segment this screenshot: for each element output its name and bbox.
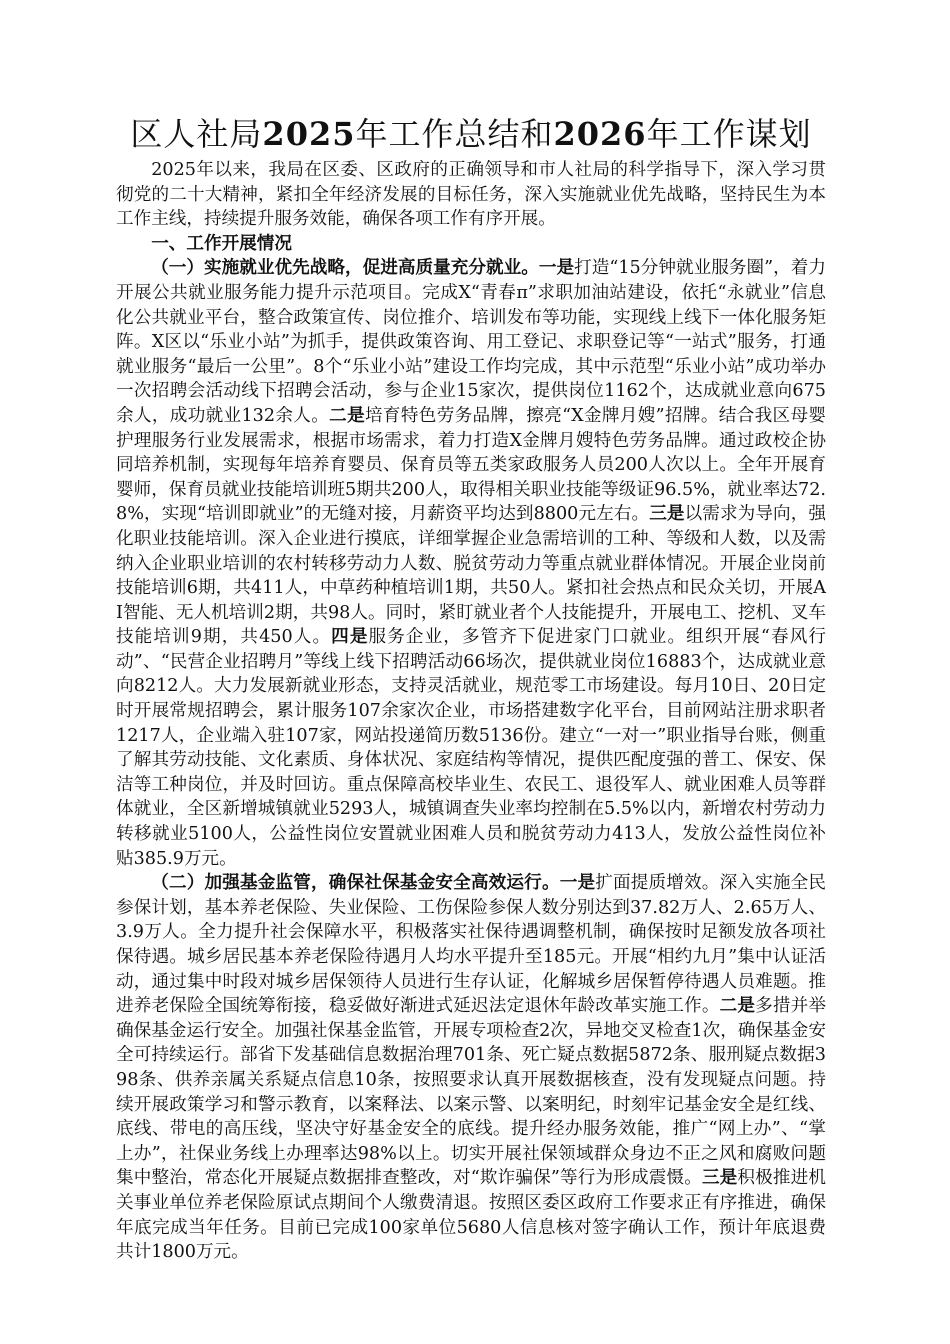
employment-marker-2: 二是 <box>329 404 365 426</box>
title-part-3: 年工作谋划 <box>646 115 812 153</box>
title-year-2025: 2025 <box>262 115 356 153</box>
section-heading-work-overview: 一、工作开展情况 <box>151 232 292 254</box>
title-part-1: 区人社局 <box>130 115 263 153</box>
employment-marker-3: 三是 <box>649 503 685 525</box>
intro-paragraph: 2025年以来，我局在区委、区政府的正确领导和市人社局的科学指导下，深入学习贯彻党的二十大精神，紧扣全年经济发展的目标任务，深入实施就业优先战略，坚持民生为本工作主线，持续提升服务效能，确保各项工作有序开展。 <box>116 160 826 230</box>
fund-supervision-paragraph <box>116 871 826 1265</box>
employment-lead: （一）实施就业优先战略，促进高质量充分就业。 <box>151 257 539 279</box>
fund-marker-3: 三是 <box>701 1167 738 1189</box>
employment-text-2: 培育特色劳务品牌，擦亮“X金牌月嫂”招牌。结合我区母婴护理服务行业发展需求，根据市场需求，着力打造X金牌月嫂特色劳务品牌。通过政校企协同培养机制，实现每年培养育婴员、保育员等五类家政服务人员200人次以上。全年开展育婴师，保育员就业技能培训班5期共200人，取得相关职业技能等级证96.5%，就业率达72.8%，实现“培训即就业”的无缝对接，月薪资平均达到8800元左右。 <box>116 405 826 525</box>
employment-paragraph <box>116 256 826 871</box>
title-year-2026: 2026 <box>553 115 647 153</box>
fund-text-3: 积极推进机关事业单位养老保险原试点期间个人缴费清退。按照区委区政府工作要求正有序推进，确保年底完成当年任务。目前已完成100家单位5680人信息核对签字确认工作，预计年底退费共计1800万元。 <box>116 1168 826 1263</box>
employment-marker-4: 四是 <box>331 626 369 648</box>
title-part-2: 年工作总结和 <box>355 115 554 153</box>
document-page <box>116 112 826 1265</box>
document-title <box>116 112 826 156</box>
employment-text-4: 服务企业，多管齐下促进家门口就业。组织开展“春风行动”、“民营企业招聘月”等线上线下招聘活动66场次，提供就业岗位16883个，达成就业意向8212人。大力发展新就业形态，支持灵活就业，规范零工市场建设。每月10日、20日定时开展常规招聘会，累计服务107余家次企业，市场搭建数字化平台，目前网站注册求职者1217人，企业端入驻107家，网站投递简历数5136份。建立“一对一”职业指导台账，侧重了解其劳动技能、文化素质、身体状况、家庭结构等情况，提供匹配度强的普工、保安、保洁等工种岗位，并及时回访。重点保障高校毕业生、农民工、退役军人、就业困难人员等群体就业，全区新增城镇就业5293人，城镇调查失业率均控制在5.5%以内，新增农村劳动力转移就业5100人，公益性岗位安置就业困难人员和脱贫劳动力413人，发放公益性岗位补贴385.9万元。 <box>116 627 826 869</box>
employment-marker-1: 一是 <box>538 257 575 279</box>
fund-marker-1: 一是 <box>559 872 596 894</box>
fund-text-1: 扩面提质增效。深入实施全民参保计划，基本养老保险、失业保险、工伤保险参保人数分别达到37.82万人、2.65万人、3.9万人。全力提升社会保障水平，积极落实社保待遇调整机制，确保按时足额发放各项社保待遇。城乡居民基本养老保险待遇月人均水平提升至185元。开展“相约九月”集中认证活动，通过集中时段对城乡居保领待人员进行生存认证，化解城乡居保暂停待遇人员难题。推进养老保险全国统筹衔接，稳妥做好渐进式延迟法定退休年龄改革实施工作。 <box>116 873 826 1017</box>
fund-text-2: 多措并举确保基金运行安全。加强社保基金监管，开展专项检查2次，异地交叉检查1次，确保基金安全可持续运行。部省下发基础信息数据治理701条、死亡疑点数据5872条、服刑疑点数据398条、供养亲属关系疑点信息10条，按照要求认真开展数据核查，没有发现疑点问题。持续开展政策学习和警示教育，以案释法、以案示警、以案明纪，时刻牢记基金安全是红线、底线、带电的高压线，坚决守好基金安全的底线。提升经办服务效能，推广“网上办”、“掌上办”，社保业务线上办理率达98%以上。切实开展社保领域群众身边不正之风和腐败问题集中整治，常态化开展疑点数据排查整改，对“欺诈骗保”等行为形成震慑。 <box>116 996 826 1189</box>
employment-text-1: 打造“15分钟就业服务圈”，着力开展公共就业服务能力提升示范项目。完成X“青春π”求职加油站建设，依托“永就业”信息化公共就业平台，整合政策宣传、岗位推介、培训发布等功能，实现线上线下一体化服务矩阵。X区以“乐业小站”为抓手，提供政策咨询、用工登记、求职登记等“一站式”服务，打通就业服务“最后一公里”。8个“乐业小站”建设工作均完成，其中示范型“乐业小站”成功举办一次招聘会活动线下招聘会活动，参与企业15家次，提供岗位1162个，达成就业意向675余人，成功就业132余人。 <box>116 258 826 426</box>
fund-lead: （二）加强基金监管，确保社保基金安全高效运行。 <box>151 872 560 894</box>
employment-text-3: 以需求为导向，强化职业技能培训。深入企业进行摸底，详细掌握企业急需培训的工种、等级和人数，以及需纳入企业职业培训的农村转移劳动力人数、脱贫劳动力等重点就业群体情况。开展企业岗前技能培训6期，共411人，中草药种植培训1期，共50人。紧扣社会热点和民众关切，开展AI智能、无人机培训2期，共98人。同时，紧盯就业者个人技能提升，开展电工、挖机、叉车技能培训9期，共450人。 <box>116 504 826 648</box>
fund-marker-2: 二是 <box>719 995 756 1017</box>
